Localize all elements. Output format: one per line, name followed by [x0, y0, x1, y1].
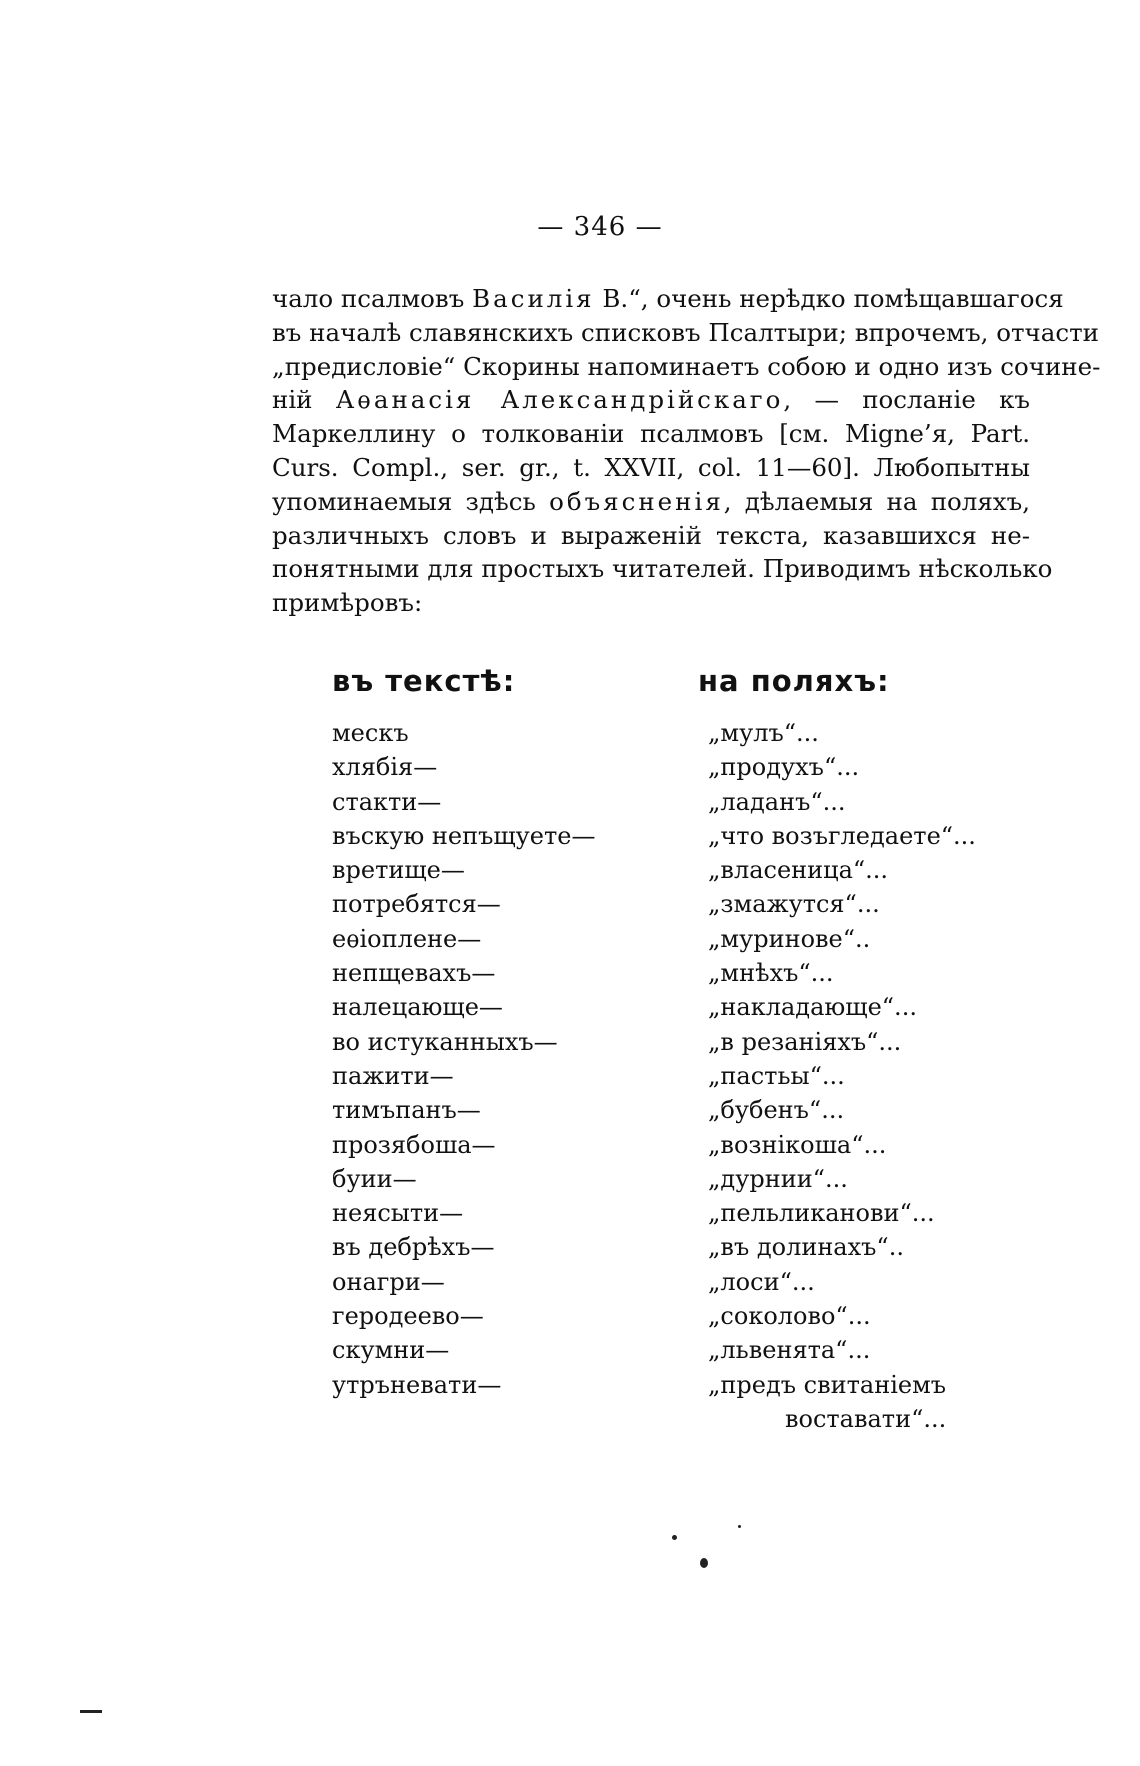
- margin-gloss: „накладающе“...: [708, 993, 917, 1022]
- text-word: стакти—: [332, 787, 442, 816]
- margin-gloss: „ладанъ“...: [708, 787, 846, 816]
- page-number: — 346 —: [537, 212, 663, 242]
- paragraph-line: [272, 552, 1053, 586]
- text-run: чало псалмовъ: [272, 284, 473, 313]
- margin-gloss: „въ долинахъ“..: [708, 1233, 904, 1262]
- text-word: въ дебрѣхъ—: [332, 1233, 495, 1262]
- text-word: непщевахъ—: [332, 959, 496, 988]
- margin-gloss: „мнѣхъ“...: [708, 959, 834, 988]
- text-column-heading: въ текстѣ:: [332, 664, 516, 698]
- text-word: буии—: [332, 1164, 417, 1193]
- margin-gloss: „лоси“...: [708, 1267, 815, 1296]
- margin-gloss: „дурнии“...: [708, 1164, 848, 1193]
- paragraph-line: [272, 451, 1030, 485]
- text-run: „предисловіе“ Скорины напоминаетъ собою и одно изъ сочине-: [272, 351, 1101, 381]
- text-word: потребятся—: [332, 890, 501, 919]
- text-word: пажити—: [332, 1061, 454, 1090]
- margin-column-heading: на поляхъ:: [698, 664, 890, 698]
- text-run: упоминаемыя здѣсь: [272, 486, 550, 516]
- text-word: онагри—: [332, 1267, 445, 1296]
- margin-mark: [80, 1710, 102, 1713]
- text-run: , дѣлаемыя на поляхъ,: [723, 486, 1031, 516]
- paragraph-line: [272, 350, 1101, 384]
- paragraph-line: [272, 519, 1030, 553]
- text-word: еѳіоплене—: [332, 924, 482, 953]
- margin-gloss: „соколово“...: [708, 1302, 871, 1331]
- paragraph-line: [272, 383, 1030, 417]
- spaced-name: Аѳанасія Александрійскаго: [335, 385, 784, 415]
- margin-gloss: „в резаніяхъ“...: [708, 1027, 902, 1056]
- text-run: ній: [272, 385, 336, 415]
- margin-gloss: „что возъгледаете“...: [708, 821, 976, 850]
- ink-speck: [738, 1525, 741, 1528]
- paragraph-line: [272, 417, 1030, 451]
- spaced-name: объясненія: [549, 486, 724, 516]
- spaced-name: Василія: [472, 284, 595, 313]
- text-word: налецающе—: [332, 993, 503, 1022]
- text-word: геродеево—: [332, 1302, 484, 1331]
- text-run: , — посланіе къ: [783, 385, 1030, 415]
- margin-gloss: „бубенъ“...: [708, 1096, 845, 1125]
- margin-gloss-continuation: воставати“...: [785, 1404, 947, 1433]
- text-column-list: [332, 716, 595, 1402]
- text-run: Curs. Compl., ser. gr., t. XXVII, col. 11—60]. Любопытны: [272, 452, 1030, 482]
- text-word: вретище—: [332, 856, 465, 885]
- paragraph-line: [272, 485, 1030, 519]
- margin-gloss: „львенята“...: [708, 1336, 871, 1365]
- margin-gloss: „предъ свитаніемъ: [708, 1370, 947, 1399]
- body-paragraph: [272, 282, 1101, 620]
- paragraph-line: [272, 586, 1030, 620]
- margin-gloss: „змажутся“...: [708, 890, 880, 919]
- margin-gloss: „пастьы“...: [708, 1061, 845, 1090]
- paragraph-line: [272, 316, 1099, 350]
- margin-gloss: „власеница“...: [708, 856, 889, 885]
- margin-gloss: „продухъ“...: [708, 753, 860, 782]
- paragraph-line: [272, 282, 1064, 316]
- text-word: мескъ: [332, 719, 409, 747]
- text-word: тимъпанъ—: [332, 1096, 481, 1125]
- ink-speck: [700, 1558, 708, 1568]
- text-word: прозябоша—: [332, 1130, 496, 1159]
- text-run: В.“, очень нерѣдко помѣщавшагося: [594, 284, 1064, 313]
- text-run: понятными для простыхъ читателей. Приводимъ нѣсколько: [272, 554, 1053, 584]
- text-run: примѣровъ:: [272, 588, 423, 618]
- text-run: Маркеллину о толкованіи псалмовъ [см. Migne’я, Part.: [272, 419, 1030, 449]
- text-run: различныхъ словъ и выраженій текста, казавшихся не-: [272, 520, 1030, 550]
- text-word: неясыти—: [332, 1199, 464, 1228]
- margin-gloss: „вознікоша“...: [708, 1130, 887, 1159]
- text-word: въскую непъщуете—: [332, 821, 596, 850]
- margin-column-list: [708, 716, 976, 1436]
- text-word: хлябія—: [332, 753, 438, 782]
- margin-gloss: „муринове“..: [708, 924, 871, 953]
- text-word: утръневати—: [332, 1370, 502, 1399]
- margin-gloss: „мулъ“...: [708, 719, 819, 747]
- margin-gloss: „пельликанови“...: [708, 1199, 935, 1228]
- ink-speck: [672, 1535, 677, 1540]
- text-run: въ началѣ славянскихъ списковъ Псалтыри; впрочемъ, отчасти: [272, 317, 1099, 347]
- text-word: скумни—: [332, 1336, 450, 1365]
- text-word: во истуканныхъ—: [332, 1027, 558, 1056]
